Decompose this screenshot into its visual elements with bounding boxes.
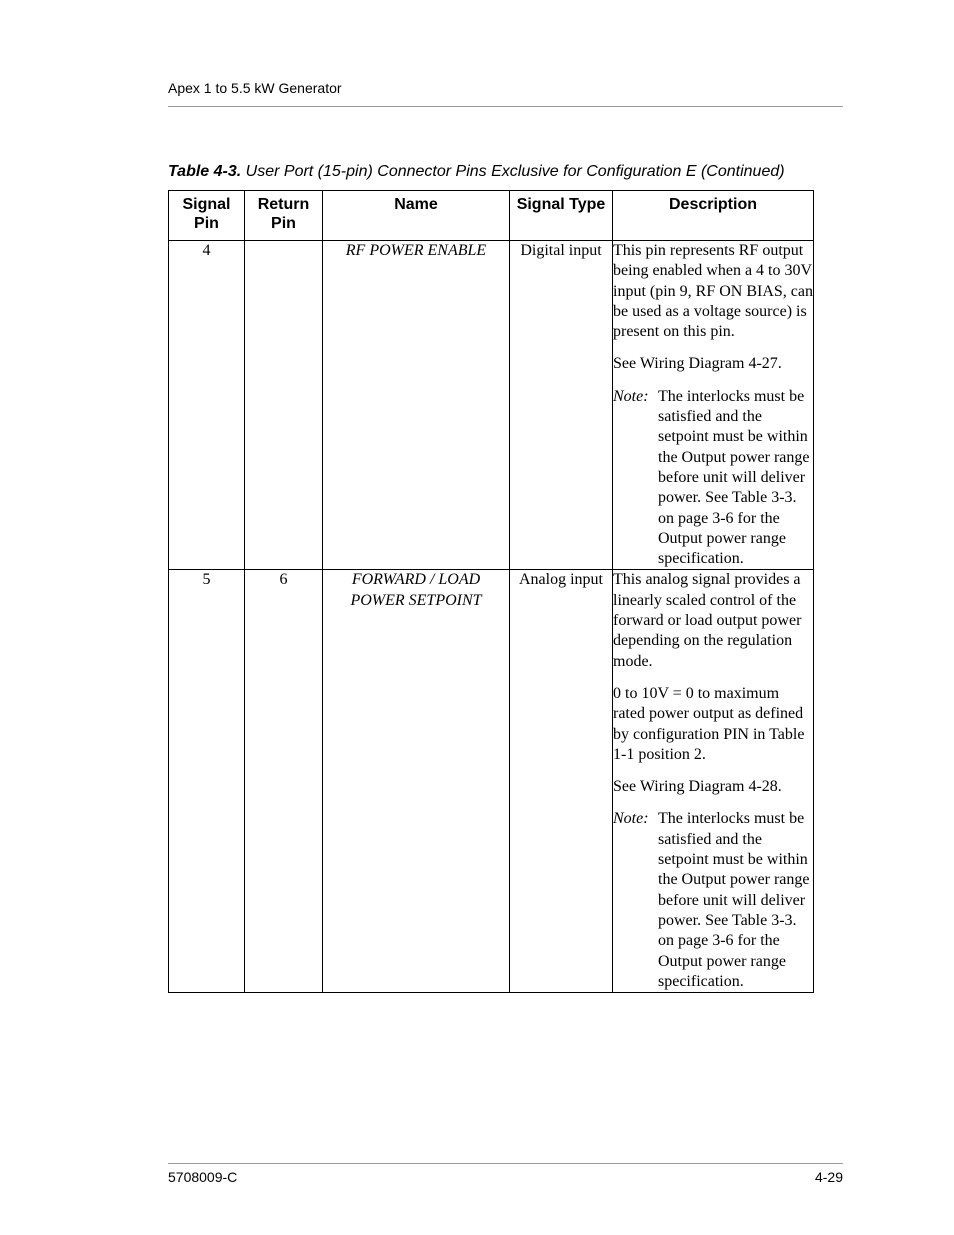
note-text: The interlocks must be satisfied and the setpoint must be within the Output power range before unit will deliver power. See Table 3-3. on page 3-6 for the Output power range specification.: [658, 387, 810, 568]
table-caption-text: User Port (15-pin) Connector Pins Exclusive for Configuration E (Continued): [241, 163, 785, 180]
table-caption: [168, 163, 785, 181]
description-paragraph: 0 to 10V = 0 to maximum rated power output as defined by configuration PIN in Table 1-1 position 2.: [613, 684, 805, 763]
note-text: The interlocks must be satisfied and the setpoint must be within the Output power range before unit will deliver power. See Table 3-3. on page 3-6 for the Output power range specification.: [658, 810, 810, 990]
cell-name: [323, 570, 510, 993]
note-label: Note:: [613, 810, 649, 828]
note-label: Note:: [613, 387, 649, 405]
description-paragraph: This pin represents RF output being enabled when a 4 to 30V input (pin 9, RF ON BIAS, can be used as a voltage source) is present on this pin.: [613, 242, 813, 341]
col-header-name: Name: [323, 191, 510, 241]
description-paragraph: See Wiring Diagram 4-28.: [613, 778, 782, 796]
footer-rule: [168, 1163, 843, 1164]
table-row: [169, 570, 814, 993]
cell-description: [613, 570, 814, 993]
cell-signal-type: Digital input: [510, 241, 613, 570]
col-header-description: Description: [613, 191, 814, 241]
table-row: [169, 241, 814, 570]
page-number: 4-29: [814, 1169, 843, 1185]
cell-name-text: FORWARD / LOAD POWER SETPOINT: [350, 571, 482, 609]
header-rule: [168, 106, 843, 107]
cell-return-pin: 6: [245, 570, 323, 993]
cell-description: [613, 241, 814, 570]
running-header: Apex 1 to 5.5 kW Generator: [168, 80, 342, 96]
cell-signal-type: Analog input: [510, 570, 613, 993]
description-note: [613, 387, 813, 570]
col-header-signal-pin: Signal Pin: [169, 191, 245, 241]
col-header-signal-type: Signal Type: [510, 191, 613, 241]
table-header-row: [169, 191, 814, 241]
table-caption-label: Table 4-3.: [168, 163, 242, 180]
connector-pins-table: [168, 190, 814, 993]
col-header-return-pin: Return Pin: [245, 191, 323, 241]
description-paragraph: See Wiring Diagram 4-27.: [613, 355, 782, 373]
cell-signal-pin: 4: [169, 241, 245, 570]
description-note: [613, 809, 813, 992]
description-paragraph: This analog signal provides a linearly scaled control of the forward or load output power depending on the regulation mode.: [613, 571, 802, 670]
document-number: 5708009-C: [168, 1169, 238, 1185]
cell-signal-pin: 5: [169, 570, 245, 993]
cell-name: RF POWER ENABLE: [323, 241, 510, 570]
cell-return-pin: [245, 241, 323, 570]
